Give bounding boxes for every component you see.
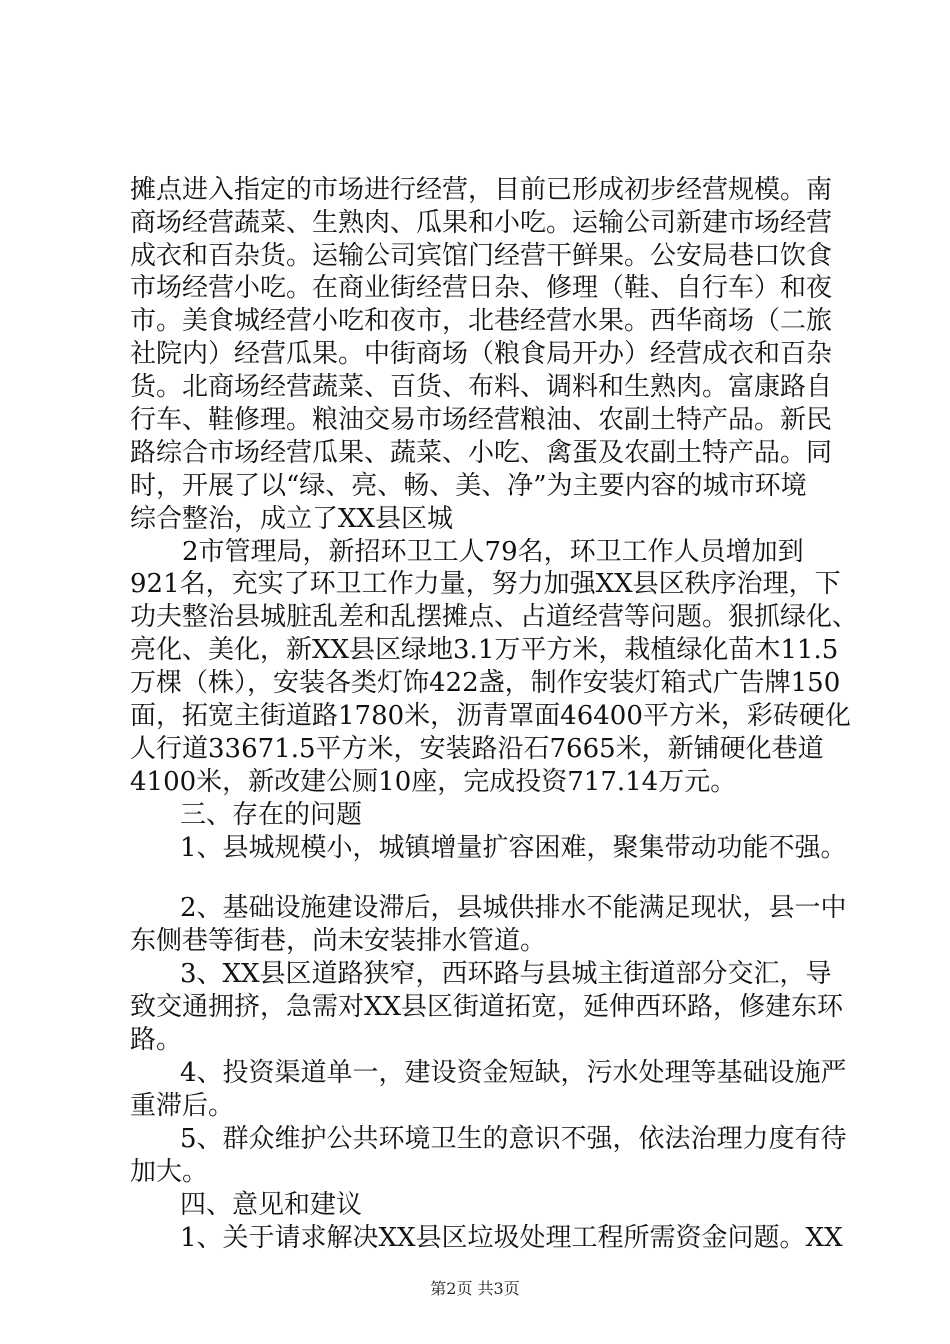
text-line: 商场经营蔬菜、生熟肉、瓜果和小吃。运输公司新建市场经营 bbox=[130, 208, 833, 238]
text-line: 成衣和百杂货。运输公司宾馆门经营干鲜果。公安局巷口饮食 bbox=[130, 241, 833, 271]
text-line: 路。 bbox=[130, 1025, 183, 1055]
text-line: 3、XX县区道路狭窄，西环路与县城主街道部分交汇，导 bbox=[180, 959, 832, 989]
text-line: 时，开展了以“绿、亮、畅、美、净”为主要内容的城市环境 bbox=[130, 471, 807, 501]
text-line: 加大。 bbox=[130, 1157, 209, 1187]
text-line: 市场经营小吃。在商业街经营日杂、修理（鞋、自行车）和夜 bbox=[130, 273, 833, 303]
text-line: 亮化、美化，新XX县区绿地3.1万平方米，栽植绿化苗木11.5 bbox=[130, 635, 839, 665]
text-line: 2、基础设施建设滞后，县城供排水不能满足现状，县一中 bbox=[180, 893, 847, 923]
section-heading: 四、意见和建议 bbox=[180, 1190, 363, 1220]
text-line: 社院内）经营瓜果。中街商场（粮食局开办）经营成衣和百杂 bbox=[130, 339, 833, 369]
text-line: 1、关于请求解决XX县区垃圾处理工程所需资金问题。XX bbox=[180, 1223, 843, 1253]
page-footer: 第2页 共3页 bbox=[430, 1279, 520, 1298]
text-line: 人行道33671.5平方米，安装路沿石7665米，新铺硬化巷道 bbox=[130, 734, 824, 764]
text-line: 5、群众维护公共环境卫生的意识不强，依法治理力度有待 bbox=[180, 1124, 847, 1154]
text-line: 4、投资渠道单一，建设资金短缺，污水处理等基础设施严 bbox=[180, 1058, 847, 1088]
text-line: 重滞后。 bbox=[130, 1091, 235, 1121]
text-line: 市。美食城经营小吃和夜市，北巷经营水果。西华商场（二旅 bbox=[130, 306, 833, 336]
text-line: 综合整治，成立了XX县区城 bbox=[130, 504, 454, 534]
text-line: 921名，充实了环卫工作力量，努力加强XX县区秩序治理，下 bbox=[130, 569, 841, 599]
text-line: 行车、鞋修理。粮油交易市场经营粮油、农副土特产品。新民 bbox=[130, 405, 833, 435]
text-line: 货。北商场经营蔬菜、百货、布料、调料和生熟肉。富康路自 bbox=[130, 372, 833, 402]
text-line: 4100米，新改建公厕10座，完成投资717.14万元。 bbox=[130, 767, 737, 797]
text-line: 东侧巷等街巷，尚未安装排水管道。 bbox=[130, 926, 547, 956]
text-line: 路综合市场经营瓜果、蔬菜、小吃、禽蛋及农副土特产品。同 bbox=[130, 438, 833, 468]
text-line: 致交通拥挤，急需对XX县区街道拓宽，延伸西环路，修建东环 bbox=[130, 992, 844, 1022]
text-line: 摊点进入指定的市场进行经营，目前已形成初步经营规模。南 bbox=[130, 175, 833, 205]
text-line: 1、县城规模小，城镇增量扩容困难，聚集带动功能不强。 bbox=[180, 833, 847, 863]
text-line: 万棵（株），安装各类灯饰422盏，制作安装灯箱式广告牌150 bbox=[130, 668, 841, 698]
text-line: 2市管理局，新招环卫工人79名，环卫工作人员增加到 bbox=[182, 537, 804, 567]
text-line: 面，拓宽主街道路1780米，沥青罩面46400平方米，彩砖硬化 bbox=[130, 701, 851, 731]
text-line: 功夫整治县城脏乱差和乱摆摊点、占道经营等问题。狠抓绿化、 bbox=[130, 602, 859, 632]
section-heading: 三、存在的问题 bbox=[180, 800, 363, 830]
